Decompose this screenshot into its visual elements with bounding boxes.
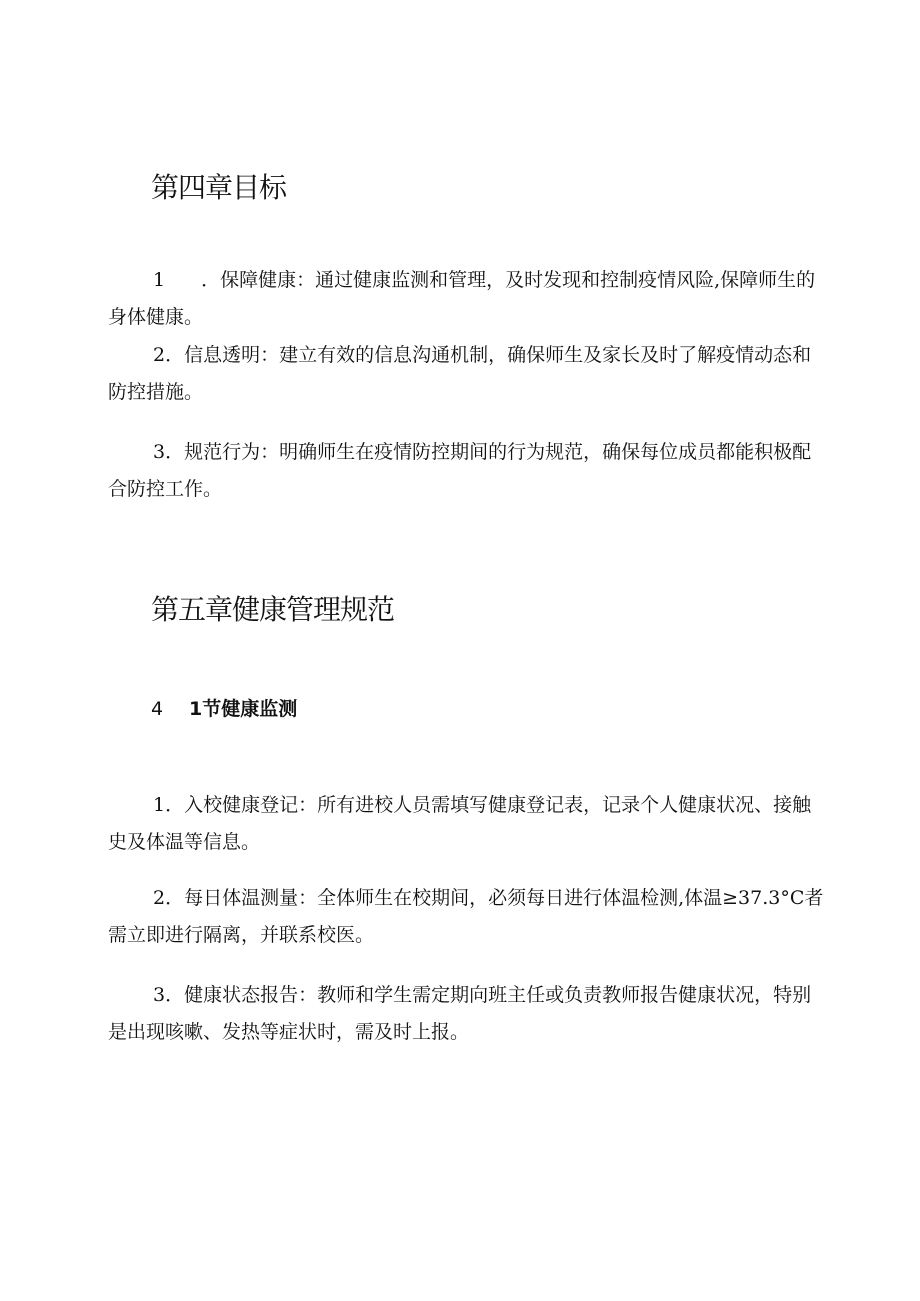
section-number: 4 — [151, 698, 164, 720]
item-number: 1 — [153, 269, 166, 291]
item-number: 2 — [153, 887, 166, 909]
item-number: 3 — [153, 441, 166, 463]
item-text: ．入校健康登记：所有进校人员需填写健康登记表，记录个人健康状况、接触史及体温等信息。 — [108, 794, 812, 853]
list-item — [108, 434, 828, 508]
list-item — [108, 880, 828, 954]
list-item — [108, 337, 828, 411]
section-label: 1节健康监测 — [189, 698, 298, 720]
item-text: ．规范行为：明确师生在疫情防控期间的行为规范，确保每位成员都能积极配合防控工作。 — [108, 441, 812, 500]
item-number: 3 — [153, 984, 166, 1006]
chapter-4-title: 第四章目标 — [151, 171, 287, 204]
item-text: ．信息透明：建立有效的信息沟通机制，确保师生及家长及时了解疫情动态和防控措施。 — [108, 344, 812, 403]
item-number: 1 — [153, 794, 166, 816]
list-item — [108, 977, 828, 1051]
item-text: ．健康状态报告：教师和学生需定期向班主任或负责教师报告健康状况，特别是出现咳嗽、发热等症状时，需及时上报。 — [108, 984, 812, 1043]
list-item — [108, 262, 828, 336]
item-text: ．保障健康：通过健康监测和管理，及时发现和控制疫情风险,保障师生的身体健康。 — [108, 269, 816, 328]
item-number: 2 — [153, 344, 166, 366]
item-text: ．每日体温测量：全体师生在校期间，必须每日进行体温检测,体温≥37.3°C者需立即进行隔离，并联系校医。 — [108, 887, 824, 946]
section-title — [151, 694, 297, 721]
chapter-5-title: 第五章健康管理规范 — [151, 593, 395, 626]
list-item — [108, 787, 828, 861]
